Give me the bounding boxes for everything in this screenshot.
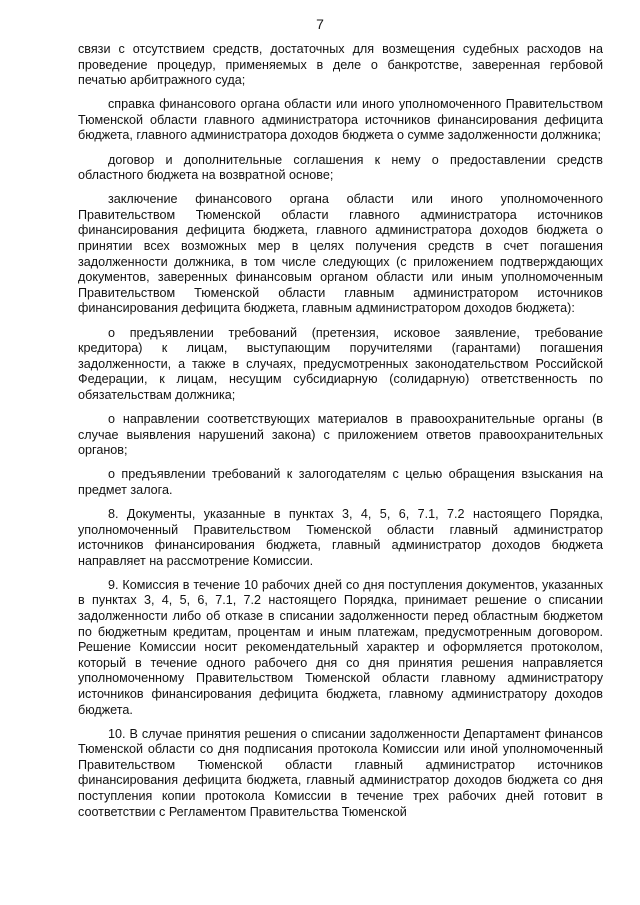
paragraph-item-8: 8. Документы, указанные в пунктах 3, 4, 5, 6, 7.1, 7.2 настоящего Порядка, уполномоченный Правительством Тюменской области главный администратор источников финансирования бюджета, главный администратор доходов бюджета направляет на рассмотрение Комиссии. xyxy=(78,506,603,568)
page-number: 7 xyxy=(316,16,324,32)
document-body xyxy=(78,42,603,829)
paragraph-conclusion: заключение финансового органа области или иного уполномоченного Правительством Тюменской области главного администратора источников финансирования дефицита бюджета, главного администратора доходов бюджета о принятии всех возможных мер в целях получения средств в счет погашения задолженности должника, в том числе следующих (с приложением подтверждающих документов, заверенных финансовым органом области или иным уполномоченным Правительством Тюменской области главным администратором источников финансирования дефицита бюджета, главным администратором доходов бюджета): xyxy=(78,192,603,316)
paragraph-pledgers: о предъявлении требований к залогодателям с целью обращения взыскания на предмет залога. xyxy=(78,467,603,497)
paragraph-continuation: связи с отсутствием средств, достаточных для возмещения судебных расходов на проведение процедур, применяемых в деле о банкротстве, заверенная гербовой печатью арбитражного суда; xyxy=(78,42,603,88)
paragraph-item-9: 9. Комиссия в течение 10 рабочих дней со дня поступления документов, указанных в пунктах 3, 4, 5, 6, 7.1, 7.2 настоящего Порядка, принимает решение о списании задолженности либо об отказе в списании задолженности перед областным бюджетом по бюджетным кредитам, процентам и иным платежам, предусмотренным договором. Решение Комиссии носит рекомендательный характер и оформляется протоколом, который в течение одного рабочего дня со дня принятия решения направляется уполномоченному Правительством Тюменской области главному администратору источников финансирования дефицита бюджета, главному администратору доходов бюджета. xyxy=(78,577,603,717)
paragraph-reference-finance-organ: справка финансового органа области или иного уполномоченного Правительством Тюменской области главного администратора источников финансирования дефицита бюджета, главного администратора доходов бюджета о сумме задолженности должника; xyxy=(78,97,603,143)
paragraph-law-enforcement: о направлении соответствующих материалов в правоохранительные органы (в случае выявления нарушений закона) с приложением ответов правоохранительных органов; xyxy=(78,411,603,458)
paragraph-claims-guarantors: о предъявлении требований (претензия, исковое заявление, требование кредитора) к лицам, выступающим поручителями (гарантами) погашения задолженности, а также в случаях, предусмотренных законодательством Российской Федерации, к лицам, несущим субсидиарную (солидарную) ответственность по обязательствам должника; xyxy=(78,325,603,402)
paragraph-item-10: 10. В случае принятия решения о списании задолженности Департамент финансов Тюменской области со дня подписания протокола Комиссии или иной уполномоченный Правительством Тюменской области главный администратор источников финансирования дефицита бюджета, главный администратор доходов бюджета со дня поступления копии протокола Комиссии в течение трех рабочих дней готовит в соответствии с Регламентом Правительства Тюменской xyxy=(78,726,603,819)
paragraph-contract: договор и дополнительные соглашения к нему о предоставлении средств областного бюджета на возвратной основе; xyxy=(78,152,603,183)
